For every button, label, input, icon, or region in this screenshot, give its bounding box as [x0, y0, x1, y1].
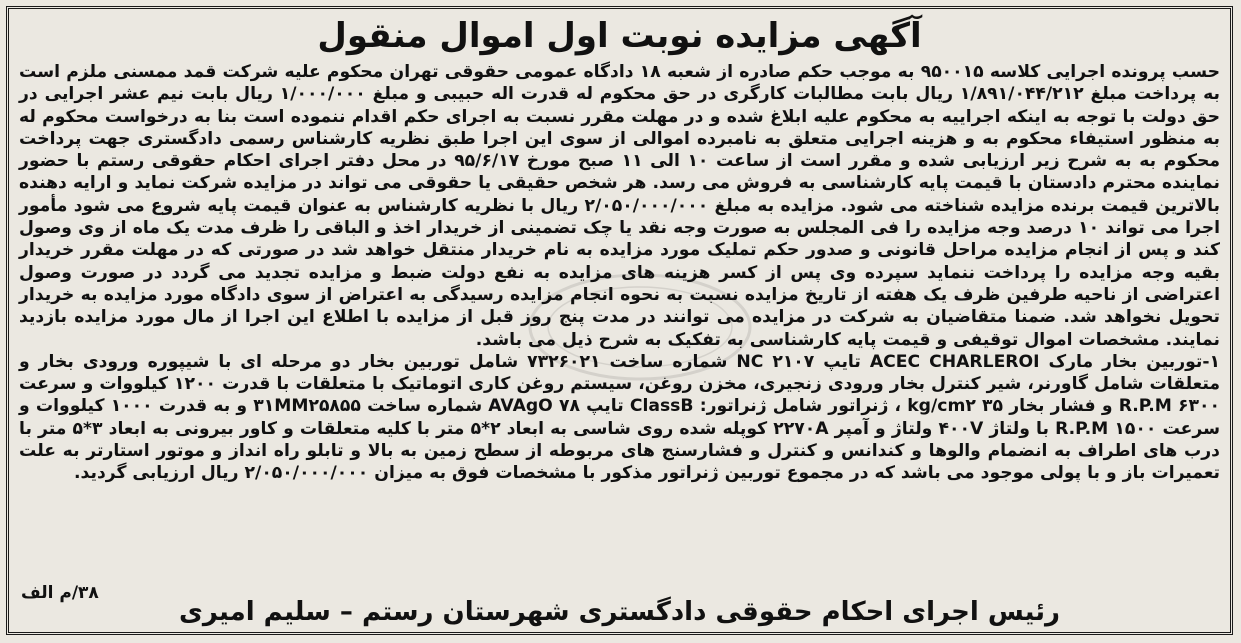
notice-paragraph-conditions: حسب پرونده اجرایی کلاسه ۹۵۰۰۱۵ به موجب حکم صادره از شعبه ۱۸ دادگاه عمومی حقوقی تهران محکوم علیه شرکت قمد ممسنی ملزم است به پرداخت مبلغ ۱/۸۹۱/۰۴۴/۲۱۲ ریال بابت مطالبات کارگری در حق محکوم له قدرت اله حبیبی و مبلغ ۱/۰۰۰/۰۰۰ ریال بابت نیم عشر اجرایی در حق دولت با توجه به اینکه اجراییه به محکوم علیه ابلاغ شده و در مهلت مقرر نسبت به اجرای حکم اقدام ننموده است بنا به درخواست محکوم له به منظور استیفاء محکوم به و هزینه اجرایی متعلق به نامبرده اموالی از سوی این اجرا طبق نظریه کارشناس رسمی دادگستری جهت پرداخت محکوم به به شرح زیر ارزیابی شده و مقرر است از ساعت ۱۰ الی ۱۱ صبح مورخ ۹۵/۶/۱۷ در محل دفتر اجرای احکام حقوقی رستم با حضور نماینده محترم دادستان با قیمت پایه کارشناسی به فروش می رسد. هر شخص حقیقی یا حقوقی می تواند در مزایده شرکت نماید و ارایه دهنده بالاترین قیمت برنده مزایده شناخته می شود. مزایده به مبلغ ۲/۰۵۰/۰۰۰/۰۰۰ ریال با نظریه کارشناس به عنوان قیمت پایه شروع می شود مأمور اجرا می تواند ۱۰ درصد وجه مزایده را فی المجلس به صورت وجه نقد یا چک تضمینی از خریدار اخذ و الباقی را ظرف مدت یک ماه از وی وصول کند و پس از انجام مزایده مراحل قانونی و صدور حکم تملیک مورد مزایده به نام خریدار منتقل خواهد شد در صورتی که در مهلت مقرر خریدار بقیه وجه مزایده را پرداخت ننماید سپرده وی پس از کسر هزینه های مزایده به نفع دولت ضبط و مزایده تجدید می گردد در صورت وصول اعتراضی از ناحیه طرفین ظرف یک هفته از تاریخ مزایده نسبت به نحوه انجام مزایده رسیدگی به اعتراض از سوی دادگاه مورد مزایده به خریدار تحویل نخواهد شد. ضمنا متقاضیان به شرکت در مزایده می توانند در مدت پنج روز قبل از مزایده با اطلاع این اجرا از مال مورد مزایده بازدید نمایند. مشخصات اموال توقیفی و قیمت پایه کارشناسی به تفکیک به شرح ذیل می باشد. — [19, 62, 1221, 350]
notice-paragraph-item-1: ۱-توربین بخار مارک ACEC CHARLEROI تایپ NC ۲۱۰۷ شماره ساخت ۷۳۲۶۰۲۱ شامل توربین بخار دو مرحله ای با شیپوره ورودی بخار و متعلقات شامل گاورنر، شیر کنترل بخار ورودی زنجیری، مخزن روغن، سیستم روغن کاری اتوماتیک با متعلقات با قدرت ۱۲۰۰ کیلووات و سرعت R.P.M ۶۳۰۰ و فشار بخار ۳۵ kg/cm۲ ، ژنراتور شامل ژنراتور: ClassB تایپ AVAgO ۷۸ شماره ساخت ۳۱MM۲۵۸۵۵ و به قدرت ۱۰۰۰ کیلووات و سرعت R.P.M ۱۵۰۰ با ولتاژ ۴۰۰V ولتاژ و آمپر ۲۲۷۰A کوپله شده روی شاسی به ابعاد ۲*۵ متر با کلیه متعلقات و کاور بیرونی به ابعاد ۳*۵ متر با درب های اطراف به انضمام والوها و کندانس و کنترل و فشارسنج های مربوطه از سطح زمین به بالا و تابلو راه انداز و موتور استارتر به علت تعمیرات باز و با پولی موجود می باشد که در مجموع توربین ژنراتور مذکور با مشخصات فوق به میزان ۲/۰۵۰/۰۰۰/۰۰۰ ریال ارزیابی گردید. — [19, 351, 1220, 484]
notice-frame — [6, 6, 1233, 635]
signature-line: رئیس اجرای احکام حقوقی دادگستری شهرستان رستم – سلیم امیری — [179, 597, 1060, 627]
notice-body — [19, 61, 1220, 581]
reference-number: ۳۸/م الف — [21, 583, 99, 603]
notice-title: آگهی مزایده نوبت اول اموال منقول — [317, 16, 922, 56]
